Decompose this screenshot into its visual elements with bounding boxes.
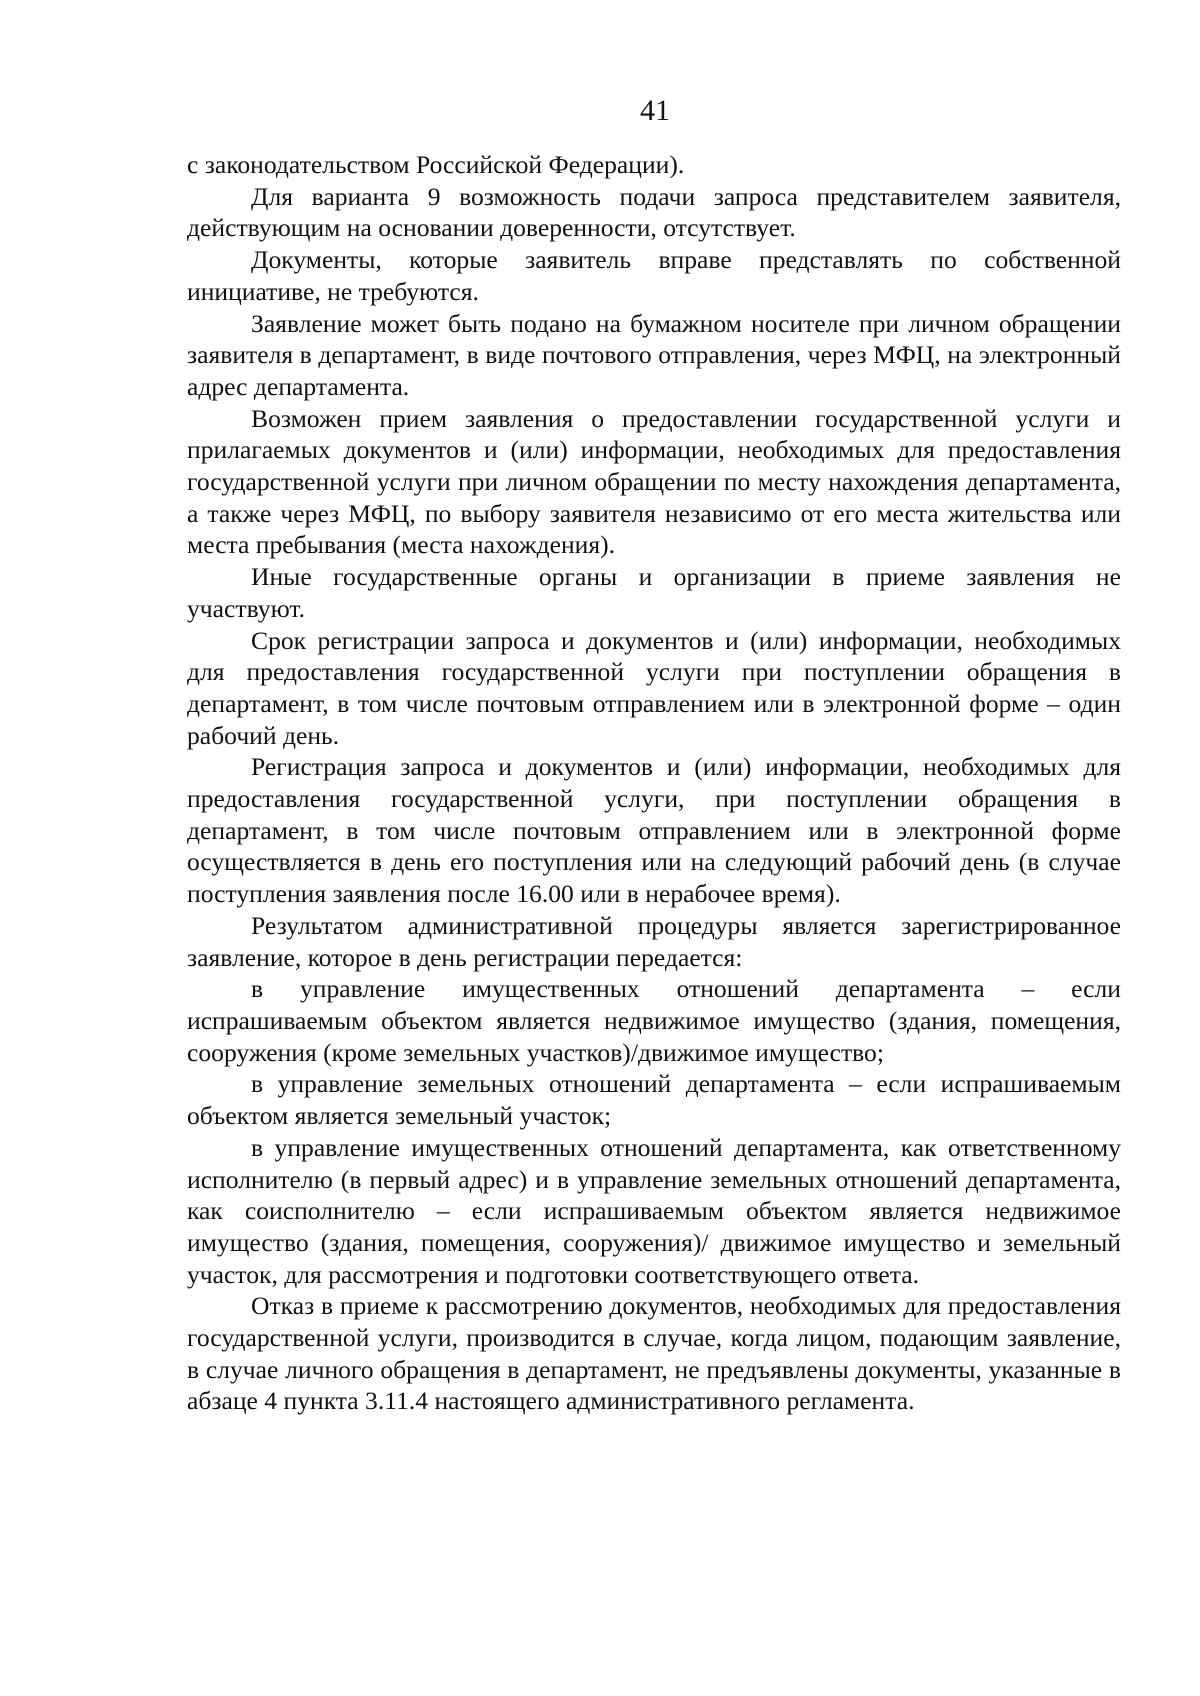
list-item-paragraph: в управление имущественных отношений департамента – если испрашиваемым объектом является недвижимое имущество (здания, помещения, сооружения (кроме земельных участков)/движимое имущество;: [187, 974, 1121, 1067]
page-number: 41: [640, 94, 670, 127]
paragraph: Для варианта 9 возможность подачи запроса представителем заявителя, действующим на основании доверенности, отсутствует.: [187, 181, 1121, 243]
paragraph: Регистрация запроса и документов и (или) информации, необходимых для предоставления государственной услуги, при поступлении обращения в департамент, в том числе почтовым отправлением или в электронной форме осуществляется в день его поступления или на следующий рабочий день (в случае поступления заявления после 16.00 или в нерабочее время).: [187, 752, 1121, 909]
paragraph: Срок регистрации запроса и документов и (или) информации, необходимых для предоставления государственной услуги при поступлении обращения в департамент, в том числе почтовым отправлением или в электронной форме – один рабочий день.: [187, 625, 1121, 750]
paragraph: Заявление может быть подано на бумажном носителе при личном обращении заявителя в департамент, в виде почтового отправления, через МФЦ, на электронный адрес департамента.: [187, 308, 1121, 401]
list-item-paragraph: в управление имущественных отношений департамента, как ответственному исполнителю (в первый адрес) и в управление земельных отношений департамента, как соисполнителю – если испрашиваемым объектом является недвижимое имущество (здания, помещения, сооружения)/ движимое имущество и земельный участок, для рассмотрения и подготовки соответствующего ответа.: [187, 1132, 1121, 1289]
paragraph: Иные государственные органы и организации в приеме заявления не участвуют.: [187, 562, 1121, 623]
paragraph: Возможен прием заявления о предоставлении государственной услуги и прилагаемых документов и (или) информации, необходимых для предоставления государственной услуги при личном обращении по месту нахождения департамента, а также через МФЦ, по выбору заявителя независимо от его места жительства или места пребывания (места нахождения).: [187, 403, 1121, 560]
paragraph: Отказ в приеме к рассмотрению документов, необходимых для предоставления государственной услуги, производится в случае, когда лицом, подающим заявление, в случае личного обращения в департамент, не предъявлены документы, указанные в абзаце 4 пункта 3.11.4 настоящего административного регламента.: [187, 1291, 1121, 1416]
list-item-paragraph: в управление земельных отношений департамента – если испрашиваемым объектом является земельный участок;: [187, 1069, 1121, 1131]
paragraph: Результатом административной процедуры является зарегистрированное заявление, которое в день регистрации передается:: [187, 910, 1121, 972]
paragraph: Документы, которые заявитель вправе представлять по собственной инициативе, не требуются.: [187, 245, 1121, 306]
paragraph-continuation: с законодательством Российской Федерации).: [187, 150, 685, 179]
document-body: [187, 149, 1121, 1417]
